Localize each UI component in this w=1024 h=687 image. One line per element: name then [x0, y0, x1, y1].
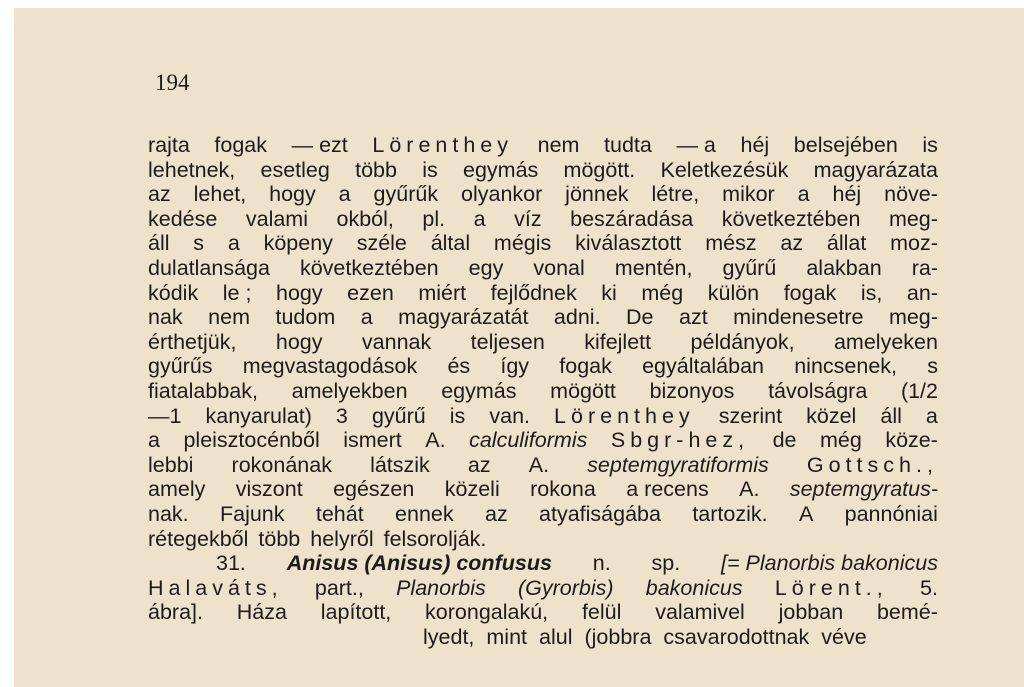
word: több: [258, 526, 301, 551]
species-name: septemgyratiformis: [587, 452, 769, 477]
word: a: [925, 403, 938, 428]
word: Háza: [236, 600, 287, 625]
word: ennek: [395, 501, 454, 526]
word: következtében: [721, 206, 861, 231]
text-line: [148, 477, 938, 502]
text-line: [148, 305, 938, 330]
word: — a: [676, 133, 716, 157]
word: fogak: [783, 280, 837, 305]
word: távolságra: [768, 378, 868, 403]
word: alul: [539, 624, 573, 649]
word: egymás: [441, 378, 517, 403]
word: által: [430, 231, 471, 256]
species-name: Planorbis: [396, 575, 486, 600]
word: lehetnek,: [148, 157, 236, 182]
text-line: [148, 330, 938, 355]
word: (jobbra: [584, 624, 652, 649]
word: jönnek: [565, 182, 629, 207]
word: n.: [592, 551, 611, 576]
word: nem: [208, 305, 250, 330]
word: bemé-: [876, 600, 938, 625]
word: ki: [601, 280, 617, 305]
word: tudom: [275, 305, 336, 330]
word: felül: [581, 600, 622, 625]
page-number: 194: [155, 70, 190, 95]
author-name: Sbgr-hez,: [610, 428, 750, 453]
word: tartozik.: [692, 501, 768, 526]
word: magyarázatát: [398, 305, 529, 330]
word: a: [473, 206, 486, 231]
word: Keletkezésük: [660, 157, 789, 182]
word: meg-: [888, 305, 938, 330]
word: is,: [860, 280, 883, 305]
word: ismert: [343, 428, 402, 453]
word: következtében: [299, 255, 439, 280]
word: — ezt: [291, 133, 348, 157]
text-line: [148, 453, 938, 478]
word: mégis: [493, 231, 552, 256]
fraction: (1/2: [900, 378, 938, 403]
word: héj: [832, 182, 862, 207]
word: felsorolják.: [383, 526, 487, 551]
word: még: [820, 428, 862, 453]
word: viszont: [235, 477, 303, 502]
word: an-: [906, 280, 938, 305]
word: a: [227, 231, 240, 256]
word: tudta: [604, 133, 652, 157]
word: van.: [489, 403, 530, 428]
word: még: [641, 280, 684, 305]
word: mint: [486, 624, 528, 649]
word: De: [626, 305, 654, 330]
word: áll: [148, 231, 170, 256]
text-line: [148, 404, 938, 429]
word: köze-: [885, 428, 938, 453]
word: víz: [514, 206, 542, 231]
word: amelyekben: [291, 378, 408, 403]
word: pl.: [422, 206, 446, 231]
word: jobban: [778, 600, 844, 625]
word: kódik: [148, 280, 199, 305]
author-name: Lörenthey: [554, 403, 695, 428]
word: lyedt,: [423, 624, 475, 649]
text-line: [148, 158, 938, 183]
text-line: [148, 551, 938, 576]
word: rajta: [148, 133, 190, 157]
word: 5.: [919, 575, 938, 600]
word: mindenesetre: [733, 305, 864, 330]
body-text: [148, 133, 938, 649]
word: A.: [425, 428, 446, 453]
word: mentén,: [614, 255, 693, 280]
word: s: [193, 231, 205, 256]
word: hogy: [275, 329, 323, 354]
word: több: [355, 157, 397, 182]
word: helyről: [310, 526, 374, 551]
text-line: [148, 527, 938, 552]
word: olyankor: [461, 182, 543, 207]
word: fogak: [559, 354, 612, 379]
word: alakban: [806, 255, 882, 280]
word: de: [772, 428, 797, 453]
word: miért: [418, 280, 467, 305]
word: külön: [707, 280, 760, 305]
word: áll: [880, 403, 902, 428]
word: valamivel: [655, 600, 745, 625]
word: gyűrű: [722, 255, 777, 280]
word: az: [467, 452, 491, 477]
author-name: Lörent.,: [774, 575, 888, 600]
word: rokona: [530, 477, 596, 502]
word: amelyeken: [833, 329, 938, 354]
word: vannak: [361, 329, 432, 354]
word: nincsenek,: [794, 354, 898, 379]
word: és: [447, 354, 471, 379]
word: mögött: [550, 378, 616, 403]
word: így: [500, 354, 530, 379]
word: növe-: [884, 182, 938, 207]
word: szerint: [718, 403, 783, 428]
word: héj: [740, 133, 770, 157]
text-line: [148, 256, 938, 281]
word: meg-: [888, 206, 938, 231]
word: is: [449, 403, 466, 428]
word: mikor: [722, 182, 775, 207]
word: mész: [705, 231, 757, 256]
word: kiválasztott: [575, 231, 682, 256]
word: nak: [148, 305, 183, 330]
word: hogy: [275, 280, 323, 305]
word: A.: [739, 477, 760, 502]
species-name: calculiformis: [469, 428, 588, 453]
word: Fajunk: [219, 501, 285, 526]
text-line: [148, 502, 938, 527]
species-name: bakonicus: [645, 575, 743, 600]
word: s: [927, 354, 938, 379]
word: gyűrűk: [373, 182, 439, 207]
word: bizonyos: [649, 378, 735, 403]
author-name: Halaváts,: [148, 575, 283, 600]
word: korongalakú,: [425, 600, 549, 625]
word: is: [422, 157, 438, 182]
word: A: [798, 501, 814, 526]
species-name: [= Planorbis bakonicus: [721, 551, 938, 576]
word: lebbi: [148, 452, 194, 477]
text-line: [148, 625, 938, 650]
word: létre,: [651, 182, 700, 207]
text-line: [148, 281, 938, 306]
word: A.: [528, 452, 550, 477]
word: széle: [356, 231, 407, 256]
word: véve: [821, 624, 867, 649]
word: azt: [679, 305, 708, 330]
word: belsejében: [793, 133, 898, 157]
text-line: [148, 576, 938, 601]
word: kifejlett: [584, 329, 652, 354]
text-line: [148, 182, 938, 207]
word: nak.: [148, 501, 189, 526]
word: az: [780, 231, 804, 256]
word: egy: [468, 255, 504, 280]
word: pleisztocénből: [183, 428, 320, 453]
word: valami: [245, 206, 308, 231]
word: állat: [826, 231, 867, 256]
word: közeli: [444, 477, 500, 502]
word: a: [797, 182, 810, 207]
word: fejlődnek: [490, 280, 577, 305]
word: az: [148, 182, 171, 207]
word: egyáltalában: [642, 354, 765, 379]
word: nem: [537, 133, 580, 157]
word: rétegekből: [148, 526, 249, 551]
word: sp.: [651, 551, 681, 576]
word: beszáradása: [570, 206, 694, 231]
word: hogy: [269, 182, 316, 207]
word: kanyarulat): [205, 403, 312, 428]
word: az: [484, 501, 508, 526]
word: ra-: [911, 255, 938, 280]
word: a: [148, 428, 160, 453]
word: adni.: [553, 305, 601, 330]
word: le ;: [222, 280, 252, 305]
word: okból,: [336, 206, 394, 231]
word: köpeny: [263, 231, 333, 256]
word: fogak: [214, 133, 268, 157]
word: is: [922, 133, 938, 157]
word: közel: [806, 403, 857, 428]
word: rokonának: [231, 452, 332, 477]
word: atyafiságába: [539, 501, 661, 526]
word: teljesen: [470, 329, 545, 354]
word: példányok,: [690, 329, 795, 354]
word: gyűrűs: [148, 354, 213, 379]
word: egymás: [463, 157, 539, 182]
author-name: Gottsch.,: [806, 452, 938, 477]
word: amely: [148, 477, 206, 502]
word: 3: [335, 403, 348, 428]
word: kedése: [148, 206, 218, 231]
word: lehet,: [193, 182, 247, 207]
word: part.,: [314, 575, 364, 600]
text-line: [148, 428, 938, 453]
word: megvastagodások: [242, 354, 418, 379]
text-line: [148, 600, 938, 625]
word: csavarodottnak: [663, 624, 810, 649]
text-line: [148, 207, 938, 232]
word: esetleg: [260, 157, 330, 182]
word: magyarázata: [813, 157, 938, 182]
word: ábra].: [148, 600, 203, 625]
word: pannóniai: [844, 501, 938, 526]
species-heading: Anisus (Anisus) confusus: [286, 551, 552, 576]
author-name: Lörenthey: [372, 133, 514, 157]
word: gyűrű: [371, 403, 426, 428]
word: látszik: [370, 452, 430, 477]
word: egészen: [333, 477, 415, 502]
word: tehát: [315, 501, 364, 526]
text-line: [148, 133, 938, 158]
word: vonal: [533, 255, 585, 280]
word: érthetjük,: [148, 329, 237, 354]
word: lapított,: [320, 600, 392, 625]
word: mögött.: [563, 157, 636, 182]
word: fiatalabbak,: [148, 378, 258, 403]
text-line: [148, 231, 938, 256]
word: ezen: [347, 280, 394, 305]
document-page: [14, 8, 1024, 687]
species-name: (Gyrorbis): [517, 575, 614, 600]
word: dulatlansága: [148, 255, 270, 280]
text-line: [148, 379, 938, 404]
species-name: septemgyratus-: [789, 477, 938, 502]
word: moz-: [890, 231, 938, 256]
word: a: [338, 182, 351, 207]
word: —1: [148, 403, 182, 428]
word: a: [360, 305, 373, 330]
text-line: [148, 354, 938, 379]
word: a recens: [626, 477, 709, 502]
section-number: 31.: [216, 551, 246, 576]
